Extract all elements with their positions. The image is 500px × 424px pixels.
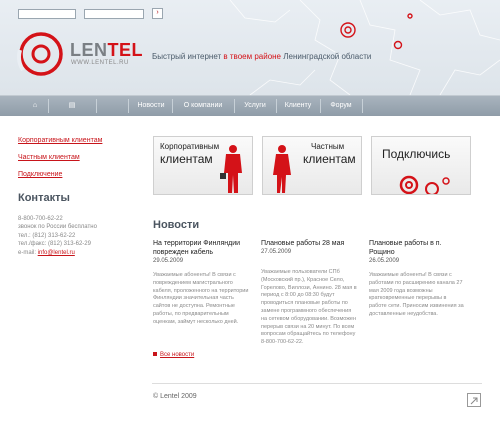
banner-private-small: Частным — [311, 142, 345, 151]
tagline-highlight: в твоем районе — [223, 52, 282, 61]
logo-wordmark[interactable] — [70, 40, 143, 61]
banner-connect[interactable] — [371, 136, 471, 195]
contacts-heading: Контакты — [18, 192, 70, 204]
contact-phone: тел.: (812) 313-62-22 — [18, 232, 76, 239]
news-item — [261, 239, 357, 347]
logo-accent: TEL — [107, 40, 143, 60]
news-item-title[interactable]: На территории Финляндии поврежден кабель — [153, 240, 241, 256]
news-item-body: Уважаемые пользователи СПб (Московский пр.), Красное Село, Горелово, Виллози, Аннино. 28 мая в период с 8:00 до 08:30 будут проводиться плановые работы по замене программного обеспечения на сетевом оборудовании. Возможен перерыв связи на 20 минут. По всем вопросам обращайтесь по телефону 8-800-700-62-22. — [261, 269, 357, 346]
nav-divider — [234, 99, 235, 113]
banner-corporate-small: Корпоративным — [160, 142, 220, 151]
nav-forum[interactable]: Форум — [330, 102, 352, 109]
news-item-title[interactable]: Плановые работы 28 мая — [261, 240, 345, 247]
nav-divider — [48, 99, 49, 113]
nav-clients[interactable]: Клиенту — [284, 102, 312, 109]
login-submit-button[interactable]: › — [152, 8, 163, 19]
password-field[interactable] — [84, 9, 144, 19]
nav-news[interactable]: Новости — [137, 102, 165, 109]
footer-divider — [152, 383, 482, 384]
arrow-diagonal-icon — [468, 395, 480, 407]
news-item-body: Уважаемые абоненты! В связи с повреждением магистрального кабеля, проложенного на территории Финляндии значительная часть сайтов не доступна. Ремонтные работы, по предварительным оценкам, займут несколько дней. — [153, 272, 249, 325]
news-item-body: Уважаемые абоненты! В связи с работами по расширению канала 27 мая 2009 года возможны кратковременные перерывы в работе сети. Приносим извинения за доставленные неудобства. — [369, 272, 464, 317]
nav-divider — [362, 99, 363, 113]
site-header — [0, 0, 500, 95]
main-navigation — [0, 95, 500, 116]
header-tagline — [152, 52, 371, 61]
login-field[interactable] — [18, 9, 76, 19]
nav-divider — [172, 99, 173, 113]
home-icon[interactable]: ⌂ — [32, 102, 38, 109]
nav-divider — [276, 99, 277, 113]
logo-circle-icon — [17, 30, 67, 80]
nav-divider — [320, 99, 321, 113]
all-news-label: Все новости — [160, 352, 195, 358]
logo-emblem[interactable] — [17, 30, 67, 85]
news-item-date: 26.05.2009 — [369, 258, 400, 264]
bullet-square-icon — [153, 352, 157, 356]
all-news-link[interactable] — [153, 352, 194, 358]
news-item — [153, 239, 249, 327]
tagline-after: Ленинградской области — [281, 52, 372, 61]
woman-figure-icon — [271, 143, 293, 195]
sidebar-link-connect[interactable]: Подключение — [18, 171, 63, 178]
sidebar-link-private[interactable]: Частным клиентам — [18, 154, 80, 161]
news-item-title[interactable]: Плановые работы в п. Рощино — [369, 240, 442, 256]
banner-corporate-big: клиентам — [160, 152, 213, 166]
contact-phone-free: 8-800-700-62-22 — [18, 216, 63, 222]
contact-email-row — [18, 249, 97, 257]
developer-link-icon[interactable] — [467, 393, 481, 407]
contact-phone-note: звонок по России бесплатно — [18, 224, 97, 231]
contact-fax: тел./факс: (812) 313-62-29 — [18, 241, 91, 248]
news-heading: Новости — [153, 219, 200, 231]
news-item-date: 29.05.2009 — [153, 258, 184, 264]
nav-about[interactable]: О компании — [183, 102, 223, 109]
copyright: © Lentel 2009 — [153, 393, 197, 400]
businessman-figure-icon — [220, 143, 244, 195]
logo-url: WWW.LENTEL.RU — [71, 60, 129, 66]
connect-circles-icon — [394, 165, 454, 195]
nav-services[interactable]: Услуги — [244, 102, 266, 109]
sidebar-link-corporate[interactable]: Корпоративным клиентам — [18, 137, 103, 144]
logo-main: LEN — [70, 40, 108, 60]
contact-email-label: e-mail: — [18, 249, 38, 256]
sitemap-icon[interactable]: ▤ — [68, 102, 76, 109]
tagline-before: Быстрый интернет — [152, 52, 224, 61]
news-item-date: 27.05.2009 — [261, 249, 292, 255]
banner-private[interactable] — [262, 136, 362, 195]
nav-divider — [128, 99, 129, 113]
banner-connect-label: Подключись — [382, 147, 451, 161]
banner-corporate[interactable] — [153, 136, 253, 195]
nav-divider — [96, 99, 97, 113]
contacts-block — [18, 215, 97, 257]
news-item — [369, 239, 465, 319]
banner-private-big: клиентам — [303, 152, 356, 166]
sidebar-links — [18, 137, 102, 188]
contact-email-link[interactable]: info@lentel.ru — [37, 249, 75, 256]
login-form — [18, 8, 163, 19]
